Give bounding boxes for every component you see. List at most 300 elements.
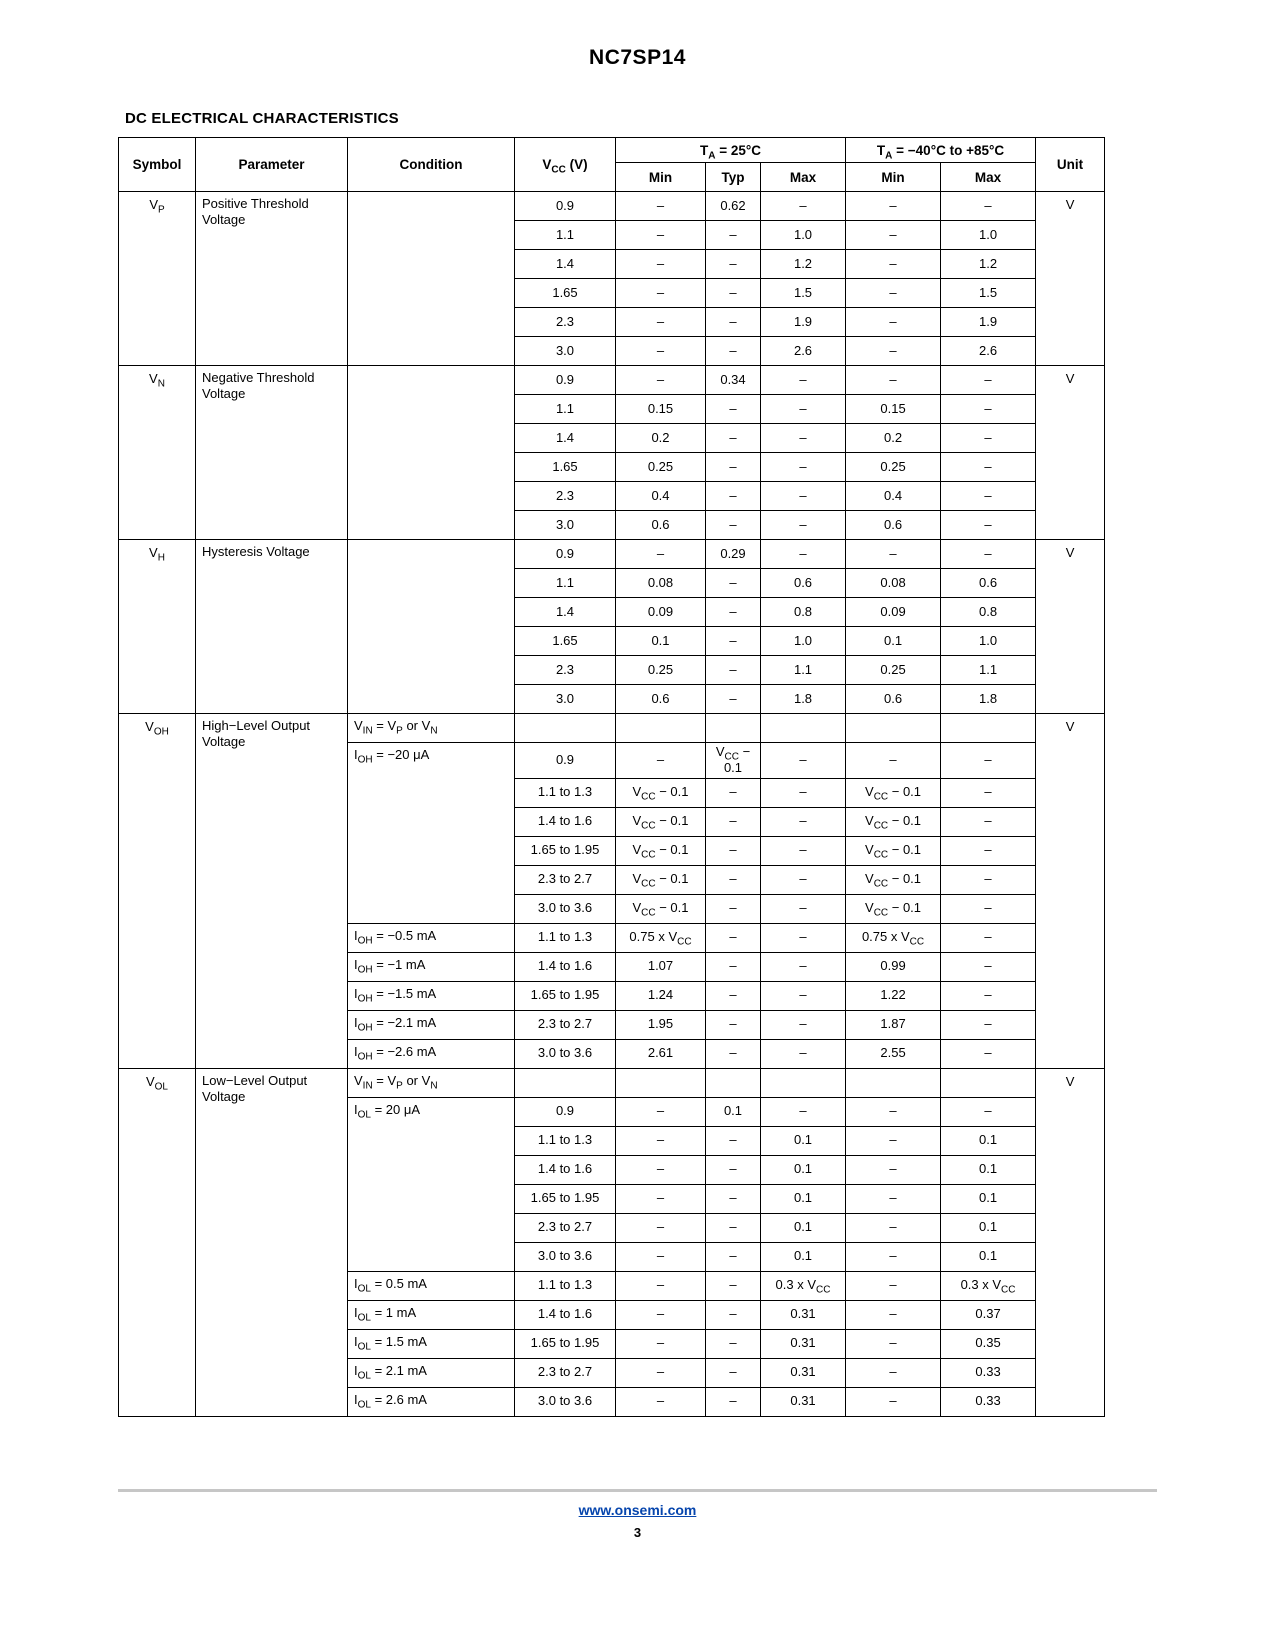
max-range-cell: 0.1 bbox=[941, 1184, 1036, 1213]
min-range-cell: – bbox=[846, 743, 941, 779]
footer-link-row bbox=[0, 1502, 1275, 1520]
dc-characteristics-table bbox=[118, 137, 1105, 1417]
condition-cell: $I_{OH} = -2.6$ mA bbox=[348, 1039, 515, 1068]
typ-25c-cell: – bbox=[706, 279, 761, 308]
vcc-cell: 3.0 bbox=[515, 337, 616, 366]
symbol-cell: $V_N$ bbox=[119, 366, 196, 540]
max-range-cell: – bbox=[941, 540, 1036, 569]
min-range-cell: 0.1 bbox=[846, 627, 941, 656]
footer-divider bbox=[118, 1489, 1157, 1492]
min-25c-cell bbox=[616, 1068, 706, 1097]
vcc-cell: 1.4 bbox=[515, 250, 616, 279]
min-25c-cell: – bbox=[616, 1271, 706, 1300]
min-25c-cell: – bbox=[616, 1155, 706, 1184]
typ-25c-cell: – bbox=[706, 1271, 761, 1300]
col-header-symbol: Symbol bbox=[119, 138, 196, 192]
typ-25c-cell: – bbox=[706, 1126, 761, 1155]
max-range-cell: 0.8 bbox=[941, 598, 1036, 627]
parameter-cell: Hysteresis Voltage bbox=[196, 540, 348, 714]
min-25c-cell: 0.6 bbox=[616, 685, 706, 714]
symbol-cell: $V_{OL}$ bbox=[119, 1068, 196, 1416]
min-range-cell: $V_{CC} - 0.1$ bbox=[846, 778, 941, 807]
condition-cell: $I_{OH} = -1$ mA bbox=[348, 952, 515, 981]
max-25c-cell: 0.1 bbox=[761, 1155, 846, 1184]
min-25c-cell: – bbox=[616, 366, 706, 395]
vcc-cell: 2.3 to 2.7 bbox=[515, 865, 616, 894]
min-range-cell: – bbox=[846, 1242, 941, 1271]
vcc-cell: 2.3 bbox=[515, 308, 616, 337]
col-group-ta-range: $T_A = -40^\circ C$ to +85°C bbox=[846, 138, 1036, 163]
col-header-unit: Unit bbox=[1036, 138, 1105, 192]
min-range-cell: – bbox=[846, 540, 941, 569]
typ-25c-cell: – bbox=[706, 1184, 761, 1213]
condition-cell: $V_{IN} = V_P$ or $V_N$ bbox=[348, 714, 515, 743]
condition-cell: $I_{OL} = 1.5$ mA bbox=[348, 1329, 515, 1358]
table-row bbox=[119, 714, 1105, 743]
min-25c-cell: – bbox=[616, 1126, 706, 1155]
symbol-cell: $V_P$ bbox=[119, 192, 196, 366]
max-range-cell: 1.9 bbox=[941, 308, 1036, 337]
condition-cell bbox=[348, 540, 515, 714]
vcc-cell: 3.0 to 3.6 bbox=[515, 1387, 616, 1416]
max-25c-cell: – bbox=[761, 453, 846, 482]
max-25c-cell bbox=[761, 1068, 846, 1097]
min-range-cell: $V_{CC} - 0.1$ bbox=[846, 894, 941, 923]
typ-25c-cell: – bbox=[706, 952, 761, 981]
parameter-cell: Positive Threshold Voltage bbox=[196, 192, 348, 366]
col-header-min-25c: Min bbox=[616, 163, 706, 192]
vcc-cell: 1.4 to 1.6 bbox=[515, 952, 616, 981]
max-range-cell: – bbox=[941, 1097, 1036, 1126]
max-range-cell: – bbox=[941, 1039, 1036, 1068]
condition-cell: $I_{OL} = 2.6$ mA bbox=[348, 1387, 515, 1416]
condition-cell: $I_{OL} = 2.1$ mA bbox=[348, 1358, 515, 1387]
max-25c-cell: – bbox=[761, 836, 846, 865]
max-range-cell bbox=[941, 714, 1036, 743]
min-25c-cell: 0.6 bbox=[616, 511, 706, 540]
typ-25c-cell: – bbox=[706, 1387, 761, 1416]
max-range-cell: 1.8 bbox=[941, 685, 1036, 714]
typ-25c-cell: – bbox=[706, 1010, 761, 1039]
min-range-cell: – bbox=[846, 1155, 941, 1184]
symbol-cell: $V_{OH}$ bbox=[119, 714, 196, 1069]
table-body bbox=[119, 192, 1105, 1417]
page-number: 3 bbox=[633, 1524, 642, 1540]
max-range-cell bbox=[941, 1068, 1036, 1097]
min-25c-cell bbox=[616, 714, 706, 743]
vcc-cell: 1.1 bbox=[515, 569, 616, 598]
vcc-cell: 1.4 to 1.6 bbox=[515, 1155, 616, 1184]
min-range-cell: 0.25 bbox=[846, 453, 941, 482]
typ-25c-cell: – bbox=[706, 981, 761, 1010]
vcc-cell: 1.65 to 1.95 bbox=[515, 836, 616, 865]
vcc-cell: 0.9 bbox=[515, 743, 616, 779]
vcc-cell: 1.4 to 1.6 bbox=[515, 1300, 616, 1329]
min-25c-cell: 0.15 bbox=[616, 395, 706, 424]
vcc-cell: 1.65 to 1.95 bbox=[515, 1184, 616, 1213]
typ-25c-cell: – bbox=[706, 1039, 761, 1068]
typ-25c-cell: – bbox=[706, 221, 761, 250]
typ-25c-cell: 0.62 bbox=[706, 192, 761, 221]
min-25c-cell: – bbox=[616, 1387, 706, 1416]
typ-25c-cell: – bbox=[706, 923, 761, 952]
typ-25c-cell: – bbox=[706, 337, 761, 366]
min-range-cell: – bbox=[846, 308, 941, 337]
min-range-cell: – bbox=[846, 1126, 941, 1155]
max-25c-cell: 0.31 bbox=[761, 1329, 846, 1358]
max-25c-cell: 1.2 bbox=[761, 250, 846, 279]
typ-25c-cell: – bbox=[706, 598, 761, 627]
max-range-cell: 0.1 bbox=[941, 1155, 1036, 1184]
max-range-cell: 0.1 bbox=[941, 1126, 1036, 1155]
typ-25c-cell bbox=[706, 714, 761, 743]
max-25c-cell: 1.0 bbox=[761, 221, 846, 250]
min-range-cell: – bbox=[846, 250, 941, 279]
min-range-cell: $V_{CC} - 0.1$ bbox=[846, 836, 941, 865]
vcc-cell: 1.65 to 1.95 bbox=[515, 981, 616, 1010]
max-range-cell: – bbox=[941, 453, 1036, 482]
max-25c-cell: 0.1 bbox=[761, 1242, 846, 1271]
min-25c-cell: 1.95 bbox=[616, 1010, 706, 1039]
unit-cell: V bbox=[1036, 1068, 1105, 1416]
vcc-cell: 0.9 bbox=[515, 192, 616, 221]
min-25c-cell: – bbox=[616, 1300, 706, 1329]
max-range-cell: – bbox=[941, 192, 1036, 221]
min-25c-cell: $V_{CC} - 0.1$ bbox=[616, 836, 706, 865]
min-range-cell: 1.22 bbox=[846, 981, 941, 1010]
min-range-cell: – bbox=[846, 1358, 941, 1387]
vcc-cell: 1.1 to 1.3 bbox=[515, 1126, 616, 1155]
typ-25c-cell: – bbox=[706, 1329, 761, 1358]
max-25c-cell: – bbox=[761, 511, 846, 540]
vcc-cell: 1.65 bbox=[515, 279, 616, 308]
max-25c-cell: – bbox=[761, 1010, 846, 1039]
max-25c-cell: – bbox=[761, 482, 846, 511]
vcc-cell: 2.3 to 2.7 bbox=[515, 1213, 616, 1242]
min-25c-cell: 1.24 bbox=[616, 981, 706, 1010]
unit-cell: V bbox=[1036, 192, 1105, 366]
min-range-cell: – bbox=[846, 1329, 941, 1358]
min-range-cell: 0.6 bbox=[846, 511, 941, 540]
min-25c-cell: – bbox=[616, 279, 706, 308]
condition-cell bbox=[348, 366, 515, 540]
max-25c-cell: 1.1 bbox=[761, 656, 846, 685]
typ-25c-cell: – bbox=[706, 778, 761, 807]
min-range-cell bbox=[846, 714, 941, 743]
typ-25c-cell: – bbox=[706, 424, 761, 453]
col-header-vcc: $V_{CC}$ (V) bbox=[515, 138, 616, 192]
typ-25c-cell: – bbox=[706, 685, 761, 714]
min-25c-cell: 0.09 bbox=[616, 598, 706, 627]
condition-cell: $V_{IN} = V_P$ or $V_N$ bbox=[348, 1068, 515, 1097]
min-range-cell: – bbox=[846, 1300, 941, 1329]
vcc-cell: 1.65 bbox=[515, 453, 616, 482]
parameter-cell: High−Level Output Voltage bbox=[196, 714, 348, 1069]
vcc-cell: 3.0 to 3.6 bbox=[515, 1242, 616, 1271]
min-25c-cell: 0.2 bbox=[616, 424, 706, 453]
min-25c-cell: 0.1 bbox=[616, 627, 706, 656]
max-range-cell: – bbox=[941, 1010, 1036, 1039]
max-range-cell: 1.0 bbox=[941, 627, 1036, 656]
max-25c-cell: – bbox=[761, 923, 846, 952]
min-25c-cell: – bbox=[616, 540, 706, 569]
max-25c-cell: 0.31 bbox=[761, 1358, 846, 1387]
max-range-cell: – bbox=[941, 952, 1036, 981]
min-range-cell: 0.4 bbox=[846, 482, 941, 511]
typ-25c-cell: – bbox=[706, 894, 761, 923]
col-header-condition: Condition bbox=[348, 138, 515, 192]
col-header-max-25c: Max bbox=[761, 163, 846, 192]
max-range-cell: 0.6 bbox=[941, 569, 1036, 598]
typ-25c-cell: 0.34 bbox=[706, 366, 761, 395]
typ-25c-cell: 0.29 bbox=[706, 540, 761, 569]
unit-cell: V bbox=[1036, 366, 1105, 540]
typ-25c-cell: $V_{CC} - 0.1$ bbox=[706, 743, 761, 779]
typ-25c-cell: – bbox=[706, 308, 761, 337]
min-25c-cell: – bbox=[616, 192, 706, 221]
max-range-cell: – bbox=[941, 894, 1036, 923]
typ-25c-cell: – bbox=[706, 395, 761, 424]
table-wrapper bbox=[118, 137, 1275, 1417]
footer-link[interactable]: www.onsemi.com bbox=[578, 1501, 697, 1518]
min-range-cell: – bbox=[846, 1184, 941, 1213]
max-25c-cell: – bbox=[761, 395, 846, 424]
min-range-cell: – bbox=[846, 1387, 941, 1416]
typ-25c-cell: – bbox=[706, 807, 761, 836]
max-range-cell: 1.0 bbox=[941, 221, 1036, 250]
max-range-cell: 0.3 x $V_{CC}$ bbox=[941, 1271, 1036, 1300]
vcc-cell: 0.9 bbox=[515, 1097, 616, 1126]
max-25c-cell: – bbox=[761, 952, 846, 981]
min-range-cell bbox=[846, 1068, 941, 1097]
table-row bbox=[119, 540, 1105, 569]
vcc-cell: 1.1 to 1.3 bbox=[515, 923, 616, 952]
max-25c-cell: – bbox=[761, 807, 846, 836]
min-25c-cell: $V_{CC} - 0.1$ bbox=[616, 778, 706, 807]
min-25c-cell: 1.07 bbox=[616, 952, 706, 981]
max-25c-cell: – bbox=[761, 424, 846, 453]
typ-25c-cell: – bbox=[706, 627, 761, 656]
max-range-cell: – bbox=[941, 778, 1036, 807]
min-range-cell: $V_{CC} - 0.1$ bbox=[846, 865, 941, 894]
vcc-cell: 1.1 bbox=[515, 395, 616, 424]
max-range-cell: 0.35 bbox=[941, 1329, 1036, 1358]
condition-cell: $I_{OH} = -1.5$ mA bbox=[348, 981, 515, 1010]
parameter-cell: Low−Level Output Voltage bbox=[196, 1068, 348, 1416]
max-range-cell: – bbox=[941, 424, 1036, 453]
min-25c-cell: 0.25 bbox=[616, 453, 706, 482]
vcc-cell: 0.9 bbox=[515, 540, 616, 569]
max-25c-cell: 0.31 bbox=[761, 1387, 846, 1416]
min-range-cell: 2.55 bbox=[846, 1039, 941, 1068]
max-range-cell: – bbox=[941, 366, 1036, 395]
page-footer bbox=[0, 1489, 1275, 1540]
max-25c-cell: – bbox=[761, 366, 846, 395]
min-range-cell: $V_{CC} - 0.1$ bbox=[846, 807, 941, 836]
col-header-typ-25c: Typ bbox=[706, 163, 761, 192]
min-range-cell: – bbox=[846, 221, 941, 250]
parameter-cell: Negative Threshold Voltage bbox=[196, 366, 348, 540]
table-row bbox=[119, 192, 1105, 221]
min-range-cell: – bbox=[846, 1271, 941, 1300]
condition-cell: $I_{OH} = -0.5$ mA bbox=[348, 923, 515, 952]
min-range-cell: 0.08 bbox=[846, 569, 941, 598]
vcc-cell bbox=[515, 714, 616, 743]
max-range-cell: – bbox=[941, 923, 1036, 952]
max-range-cell: – bbox=[941, 807, 1036, 836]
min-25c-cell: 0.4 bbox=[616, 482, 706, 511]
col-header-parameter: Parameter bbox=[196, 138, 348, 192]
min-range-cell: – bbox=[846, 1213, 941, 1242]
max-25c-cell: 1.8 bbox=[761, 685, 846, 714]
min-25c-cell: $V_{CC} - 0.1$ bbox=[616, 894, 706, 923]
typ-25c-cell bbox=[706, 1068, 761, 1097]
table-header-row-groups bbox=[119, 138, 1105, 163]
max-25c-cell: – bbox=[761, 778, 846, 807]
table-header bbox=[119, 138, 1105, 192]
min-25c-cell: 2.61 bbox=[616, 1039, 706, 1068]
max-25c-cell: – bbox=[761, 1039, 846, 1068]
max-25c-cell bbox=[761, 714, 846, 743]
vcc-cell: 1.65 to 1.95 bbox=[515, 1329, 616, 1358]
min-25c-cell: – bbox=[616, 1329, 706, 1358]
min-25c-cell: – bbox=[616, 250, 706, 279]
min-range-cell: 0.15 bbox=[846, 395, 941, 424]
vcc-cell: 2.3 to 2.7 bbox=[515, 1010, 616, 1039]
min-range-cell: 0.2 bbox=[846, 424, 941, 453]
min-25c-cell: – bbox=[616, 221, 706, 250]
max-25c-cell: 0.8 bbox=[761, 598, 846, 627]
typ-25c-cell: – bbox=[706, 1300, 761, 1329]
min-range-cell: – bbox=[846, 1097, 941, 1126]
min-25c-cell: 0.75 x $V_{CC}$ bbox=[616, 923, 706, 952]
min-25c-cell: 0.08 bbox=[616, 569, 706, 598]
max-range-cell: 2.6 bbox=[941, 337, 1036, 366]
max-25c-cell: 0.1 bbox=[761, 1126, 846, 1155]
symbol-cell: $V_H$ bbox=[119, 540, 196, 714]
condition-cell: $I_{OL} = 20$ μA bbox=[348, 1097, 515, 1271]
min-25c-cell: – bbox=[616, 1184, 706, 1213]
min-range-cell: 0.09 bbox=[846, 598, 941, 627]
max-range-cell: – bbox=[941, 395, 1036, 424]
max-range-cell: 1.5 bbox=[941, 279, 1036, 308]
vcc-cell: 2.3 to 2.7 bbox=[515, 1358, 616, 1387]
condition-cell: $I_{OL} = 1$ mA bbox=[348, 1300, 515, 1329]
unit-cell: V bbox=[1036, 540, 1105, 714]
col-header-max-range: Max bbox=[941, 163, 1036, 192]
max-range-cell: 1.1 bbox=[941, 656, 1036, 685]
max-range-cell: 0.1 bbox=[941, 1242, 1036, 1271]
min-25c-cell: – bbox=[616, 1097, 706, 1126]
typ-25c-cell: – bbox=[706, 482, 761, 511]
col-header-min-range: Min bbox=[846, 163, 941, 192]
typ-25c-cell: – bbox=[706, 1213, 761, 1242]
min-range-cell: 1.87 bbox=[846, 1010, 941, 1039]
typ-25c-cell: – bbox=[706, 656, 761, 685]
min-25c-cell: – bbox=[616, 1213, 706, 1242]
max-range-cell: 0.37 bbox=[941, 1300, 1036, 1329]
condition-cell bbox=[348, 192, 515, 366]
unit-cell: V bbox=[1036, 714, 1105, 1069]
vcc-cell: 3.0 bbox=[515, 511, 616, 540]
vcc-cell: 1.4 to 1.6 bbox=[515, 807, 616, 836]
max-range-cell: – bbox=[941, 836, 1036, 865]
typ-25c-cell: – bbox=[706, 569, 761, 598]
min-25c-cell: – bbox=[616, 1242, 706, 1271]
max-25c-cell: – bbox=[761, 192, 846, 221]
max-range-cell: 0.1 bbox=[941, 1213, 1036, 1242]
min-range-cell: 0.99 bbox=[846, 952, 941, 981]
table-row bbox=[119, 366, 1105, 395]
min-range-cell: 0.25 bbox=[846, 656, 941, 685]
max-25c-cell: – bbox=[761, 540, 846, 569]
typ-25c-cell: – bbox=[706, 1242, 761, 1271]
min-range-cell: – bbox=[846, 192, 941, 221]
max-range-cell: 0.33 bbox=[941, 1358, 1036, 1387]
max-25c-cell: – bbox=[761, 1097, 846, 1126]
max-range-cell: – bbox=[941, 743, 1036, 779]
typ-25c-cell: – bbox=[706, 1358, 761, 1387]
vcc-cell: 3.0 to 3.6 bbox=[515, 1039, 616, 1068]
max-25c-cell: 1.9 bbox=[761, 308, 846, 337]
min-25c-cell: 0.25 bbox=[616, 656, 706, 685]
vcc-cell: 1.1 bbox=[515, 221, 616, 250]
table-row bbox=[119, 1068, 1105, 1097]
condition-cell: $I_{OH} = -20$ μA bbox=[348, 743, 515, 924]
col-group-ta-25c: $T_A = 25^\circ C$ bbox=[616, 138, 846, 163]
min-25c-cell: – bbox=[616, 308, 706, 337]
vcc-cell: 1.1 to 1.3 bbox=[515, 778, 616, 807]
vcc-cell: 1.4 bbox=[515, 598, 616, 627]
max-range-cell: – bbox=[941, 865, 1036, 894]
vcc-cell: 1.1 to 1.3 bbox=[515, 1271, 616, 1300]
max-range-cell: – bbox=[941, 981, 1036, 1010]
typ-25c-cell: 0.1 bbox=[706, 1097, 761, 1126]
min-25c-cell: – bbox=[616, 743, 706, 779]
typ-25c-cell: – bbox=[706, 453, 761, 482]
min-range-cell: 0.75 x $V_{CC}$ bbox=[846, 923, 941, 952]
section-heading: DC ELECTRICAL CHARACTERISTICS bbox=[125, 110, 399, 127]
max-range-cell: – bbox=[941, 482, 1036, 511]
vcc-cell: 2.3 bbox=[515, 656, 616, 685]
max-25c-cell: – bbox=[761, 865, 846, 894]
max-25c-cell: 0.31 bbox=[761, 1300, 846, 1329]
page-title: NC7SP14 bbox=[589, 46, 686, 69]
min-25c-cell: – bbox=[616, 1358, 706, 1387]
min-range-cell: 0.6 bbox=[846, 685, 941, 714]
vcc-cell: 3.0 to 3.6 bbox=[515, 894, 616, 923]
vcc-cell: 3.0 bbox=[515, 685, 616, 714]
vcc-cell bbox=[515, 1068, 616, 1097]
min-25c-cell: – bbox=[616, 337, 706, 366]
typ-25c-cell: – bbox=[706, 511, 761, 540]
max-25c-cell: 0.3 x $V_{CC}$ bbox=[761, 1271, 846, 1300]
vcc-cell: 1.4 bbox=[515, 424, 616, 453]
max-range-cell: – bbox=[941, 511, 1036, 540]
typ-25c-cell: – bbox=[706, 1155, 761, 1184]
typ-25c-cell: – bbox=[706, 836, 761, 865]
max-range-cell: 0.33 bbox=[941, 1387, 1036, 1416]
condition-cell: $I_{OL} = 0.5$ mA bbox=[348, 1271, 515, 1300]
max-25c-cell: – bbox=[761, 894, 846, 923]
max-25c-cell: 1.0 bbox=[761, 627, 846, 656]
max-25c-cell: 0.1 bbox=[761, 1213, 846, 1242]
max-25c-cell: – bbox=[761, 981, 846, 1010]
max-range-cell: 1.2 bbox=[941, 250, 1036, 279]
vcc-cell: 0.9 bbox=[515, 366, 616, 395]
max-25c-cell: – bbox=[761, 743, 846, 779]
vcc-cell: 2.3 bbox=[515, 482, 616, 511]
